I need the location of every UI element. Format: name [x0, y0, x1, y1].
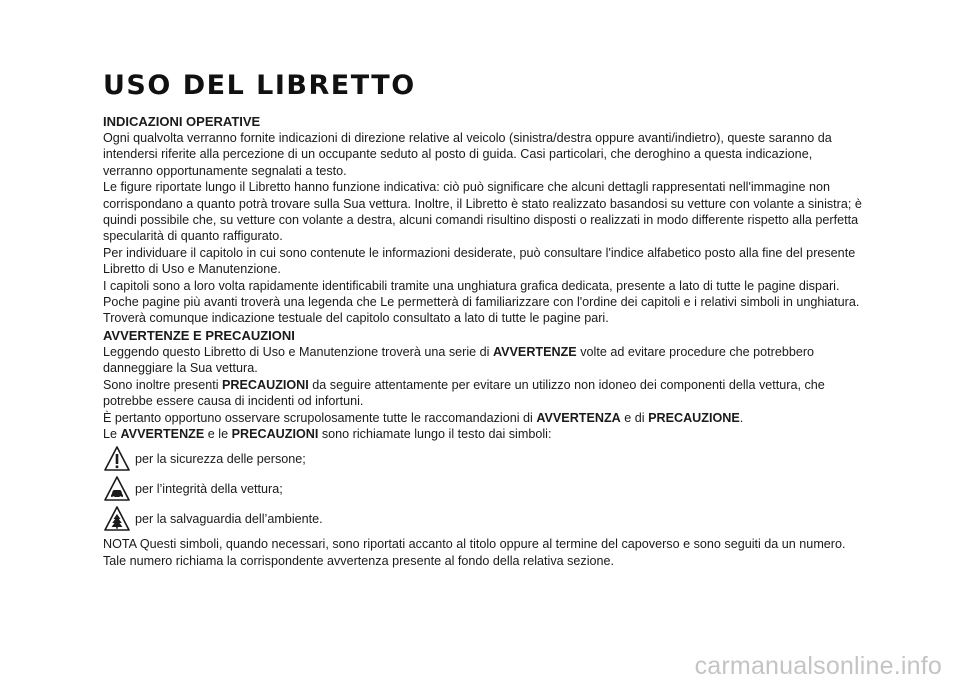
keyword-avvertenze: AVVERTENZE	[120, 426, 205, 441]
paragraph-simboli-intro	[103, 426, 863, 442]
section-heading-avvertenze: AVVERTENZE E PRECAUZIONI	[103, 327, 295, 343]
symbol-row-persone	[103, 444, 863, 474]
symbol-text: per la salvaguardia dell’ambiente.	[135, 512, 323, 527]
paragraph-avvertenze	[103, 344, 863, 377]
symbol-text: per l’integrità della vettura;	[135, 482, 283, 497]
text-fragment: Sono inoltre presenti	[103, 377, 223, 392]
symbol-row-vettura	[103, 474, 863, 504]
keyword-precauzioni: PRECAUZIONI	[222, 377, 309, 392]
keyword-precauzioni: PRECAUZIONI	[231, 426, 319, 441]
page-title: USO DEL LIBRETTO	[103, 70, 416, 101]
symbol-row-ambiente	[103, 504, 863, 534]
keyword-precauzione: PRECAUZIONE	[648, 410, 740, 425]
keyword-avvertenza: AVVERTENZA	[536, 410, 621, 425]
symbol-text: per la sicurezza delle persone;	[135, 452, 306, 467]
section-heading-indicazioni: INDICAZIONI OPERATIVE	[103, 114, 261, 129]
warning-car-icon	[103, 475, 131, 503]
text-fragment: Le	[103, 426, 121, 441]
keyword-avvertenze: AVVERTENZE	[492, 344, 577, 359]
paragraph-figures: Le figure riportate lungo il Libretto hanno funzione indicativa: ciò può significare che alcuni dettagli rappresentati nell'immagine non corrispondano a quanto potrà trovare sulla Sua vettura. Inoltre, il Libretto è stato realizzato basandosi su vetture con volante a sinistra; è quindi possibile che, su vetture con volante a destra, alcuni comandi risultino disposti o realizzati in modo differente rispetto alla perfetta specularità di quanto raffigurato.	[103, 180, 862, 244]
text-fragment: e di	[620, 410, 649, 425]
paragraph-chapters: I capitoli sono a loro volta rapidamente identificabili tramite una unghiatura grafica dedicata, presente a lato di tutte le pagine dispari. Poche pagine più avanti troverà una legenda che Le permetterà di familiarizzare con l'ordine dei capitoli e i relativi simboli in unghiatura. Troverà comunque indicazione testuale del capitolo consultato a lato di tutte le pagine pari.	[103, 278, 860, 326]
watermark: carmanualsonline.info	[694, 652, 942, 680]
text-fragment: È pertanto opportuno osservare scrupolosamente tutte le raccomandazioni di	[103, 410, 537, 425]
text-fragment: e le	[204, 426, 232, 441]
warning-person-icon	[103, 445, 131, 473]
paragraph-raccomandazioni	[103, 410, 863, 426]
text-fragment: sono richiamate lungo il testo dai simboli:	[318, 426, 552, 441]
manual-page	[103, 70, 863, 569]
warning-tree-icon	[103, 505, 131, 533]
text-fragment: da seguire attentamente per evitare un utilizzo non idoneo dei componenti della vettura, che potrebbe essere causa di incidenti od infortuni.	[103, 377, 825, 409]
text-fragment: .	[739, 410, 744, 425]
paragraph-nota: NOTA Questi simboli, quando necessari, sono riportati accanto al titolo oppure al termine del capoverso e sono seguiti da un numero. Tale numero richiama la corrispondente avvertenza presente al fondo della relativa sezione.	[103, 537, 846, 568]
paragraph-index: Per individuare il capitolo in cui sono contenute le informazioni desiderate, può consultare l'indice alfabetico posto alla fine del presente Libretto di Uso e Manutenzione.	[103, 245, 856, 277]
text-fragment: volte ad evitare procedure che potrebbero danneggiare la Sua vettura.	[103, 344, 815, 376]
paragraph-precauzioni	[103, 377, 863, 410]
paragraph-directions: Ogni qualvolta verranno fornite indicazioni di direzione relative al veicolo (sinistra/destra oppure avanti/indietro), queste saranno da intendersi riferite alla percezione di un occupante seduto al posto di guida. Casi particolari, che deroghino a questa indicazione, verranno opportunamente segnalati a testo.	[103, 131, 832, 178]
text-fragment: Leggendo questo Libretto di Uso e Manutenzione troverà una serie di	[103, 344, 493, 359]
